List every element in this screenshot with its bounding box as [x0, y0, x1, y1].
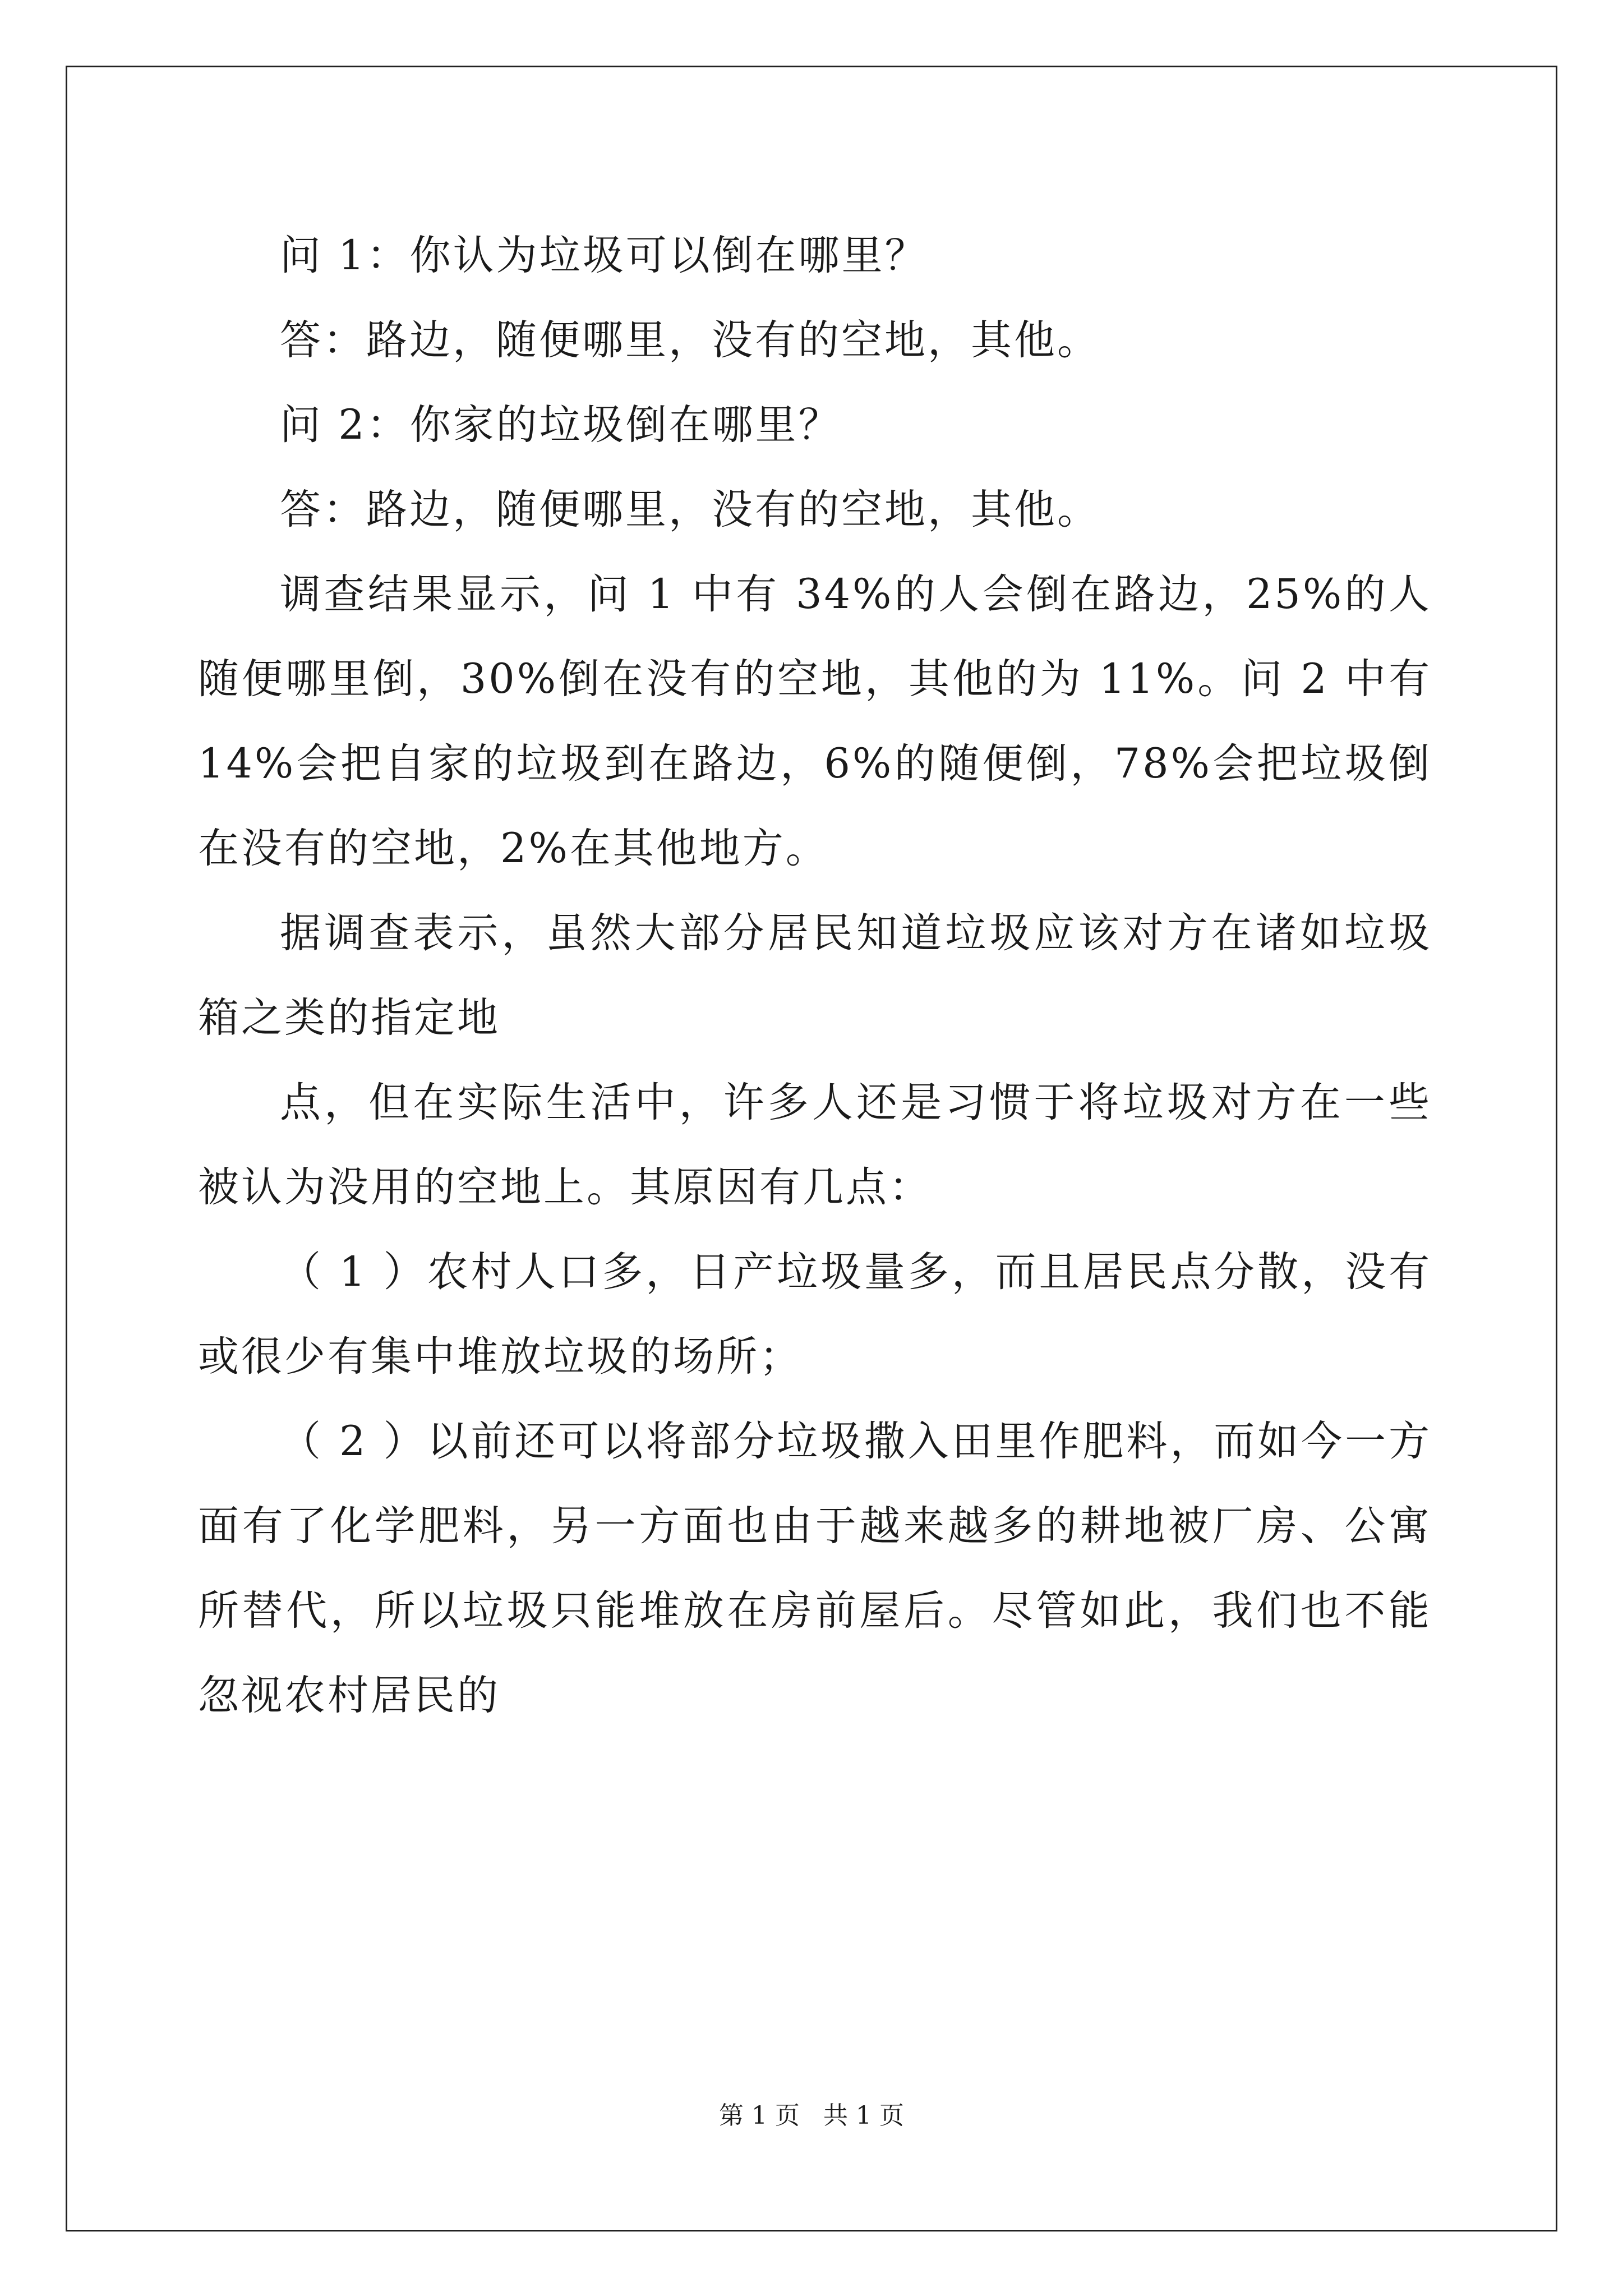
paragraph-answer-1: 答：路边，随便哪里，没有的空地，其他。 [280, 316, 1100, 364]
page-number: 第 1 页 [719, 2101, 800, 2130]
paragraph-answer-2: 答：路边，随便哪里，没有的空地，其他。 [280, 486, 1100, 533]
paragraph-survey-findings: 据调查表示，虽然大部分居民知道垃圾应该对方在诸如垃圾箱之类的指定地 [198, 909, 1432, 1042]
paragraph-question-2: 问 2：你家的垃圾倒在哪里？ [280, 401, 842, 449]
paragraph-question-1: 问 1：你认为垃圾可以倒在哪里？ [280, 232, 928, 279]
paragraph-survey-results: 调查结果显示，问 1 中有 34%的人会倒在路边，25%的人随便哪里倒，30%倒在没有的空地，其他的为 11%。问 2 中有 14%会把自家的垃圾到在路边，6%的随便倒，78%会把垃圾倒在没有的空地，2%在其他地方。 [198, 570, 1432, 872]
paragraph-reason-2: （ 2 ）以前还可以将部分垃圾撒入田里作肥料，而如今一方面有了化学肥料，另一方面也由于越来越多的耕地被厂房、公寓所替代，所以垃圾只能堆放在房前屋后。尽管如此，我们也不能忽视农村居民的 [198, 1418, 1432, 1719]
page-footer [0, 2095, 1623, 2131]
page-total: 共 1 页 [823, 2101, 904, 2130]
paragraph-reasons-intro: 点，但在实际生活中，许多人还是习惯于将垃圾对方在一些被认为没用的空地上。其原因有几点： [198, 1079, 1432, 1211]
paragraph-reason-1: （ 1 ）农村人口多，日产垃圾量多，而且居民点分散，没有或很少有集中堆放垃圾的场所； [198, 1248, 1432, 1381]
document-body [198, 213, 1432, 1738]
